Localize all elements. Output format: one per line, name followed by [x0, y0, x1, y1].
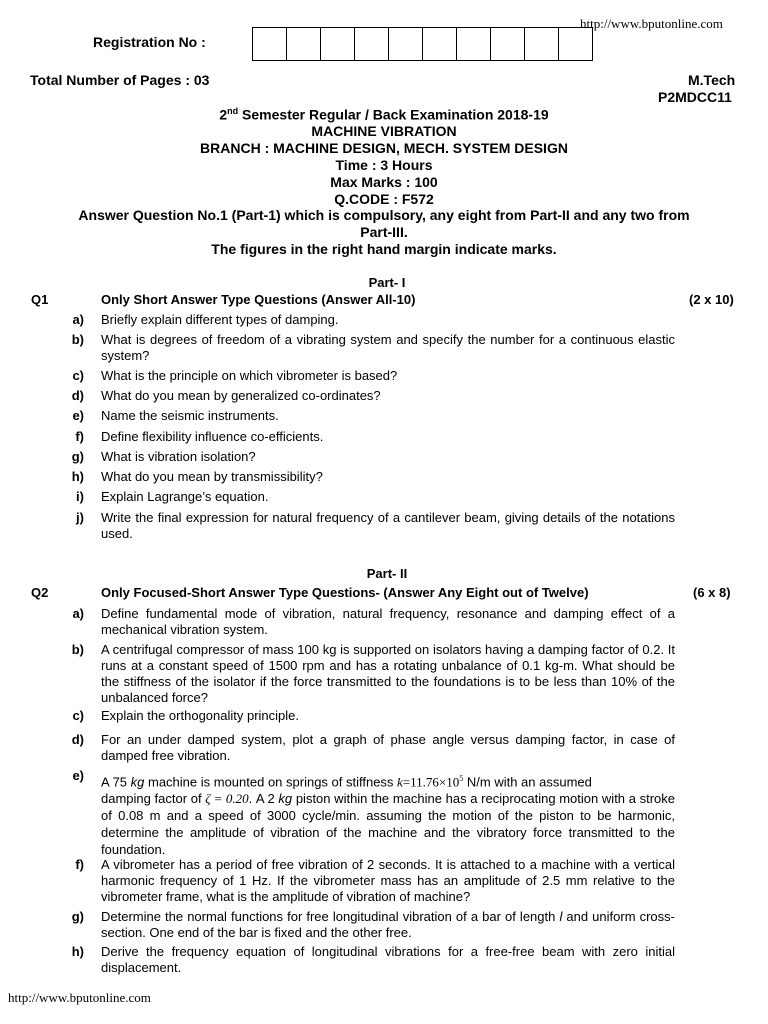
registration-box — [490, 27, 525, 61]
q2-item-label: e) — [72, 768, 84, 783]
q1-item-label: h) — [71, 469, 84, 484]
instruction-line3: The figures in the right hand margin indicate marks. — [211, 241, 557, 257]
registration-box — [422, 27, 457, 61]
stiffness-symbol: k — [397, 774, 403, 790]
q2-marks: (6 x 8) — [693, 585, 731, 600]
registration-box — [320, 27, 355, 61]
registration-boxes — [252, 27, 593, 61]
q1-item-label: e) — [72, 408, 84, 423]
q2-item-label: f) — [75, 857, 84, 872]
q1-item-label: b) — [71, 332, 84, 347]
instruction-line2: Part-III. — [360, 224, 408, 240]
q2-item-label: b) — [71, 642, 84, 657]
registration-box — [354, 27, 389, 61]
semester-sup: nd — [227, 106, 239, 116]
paper-code: P2MDCC11 — [658, 89, 732, 105]
q1-item-text: Name the seismic instruments. — [101, 408, 279, 423]
q1-number: Q1 — [31, 292, 49, 307]
q2-item-text: Define fundamental mode of vibration, natural frequency, resonance and damping effect of a mechanical vibration system. — [101, 606, 675, 637]
q1-item-text: What is the principle on which vibrometer is based? — [101, 368, 398, 383]
registration-box — [286, 27, 321, 61]
q1-item-label: a) — [72, 312, 84, 327]
source-url-bottom[interactable]: http://www.bputonline.com — [8, 990, 151, 1005]
total-pages: Total Number of Pages : 03 — [30, 72, 210, 88]
q1-item-text: What is degrees of freedom of a vibrating system and specify the number for a continuous elastic system? — [101, 332, 675, 363]
q2-item-text: A 75 kg machine is mounted on springs of stiffness $k=11.76\times 10^5$ N/m with an assumed damping factor of ζ = 0.20. A 2 kg piston within the machine has a reciprocating motion with a stroke of 0.08 m and a speed of 3000 cycle/min. assuming the motion of the piston to be harmonic, determine the amplitude of vibration of the machine and the vibratory force transmitted to the foundation. — [101, 774, 675, 858]
q2-item-text: Determine the normal functions for free longitudinal vibration of a bar of length l and uniform cross-section. One end of the bar is fixed and the other free. — [101, 909, 675, 940]
registration-box — [252, 27, 287, 61]
registration-label: Registration No : — [93, 34, 206, 50]
q1-marks: (2 x 10) — [689, 292, 734, 307]
registration-box — [388, 27, 423, 61]
q1-item-label: d) — [71, 388, 84, 403]
degree: M.Tech — [688, 72, 736, 88]
q1-item-text: What do you mean by transmissibility? — [101, 469, 323, 484]
branch: BRANCH : MACHINE DESIGN, MECH. SYSTEM DESIGN — [200, 140, 568, 156]
q2-number: Q2 — [31, 585, 49, 600]
q1-item-text: What do you mean by generalized co-ordinates? — [101, 388, 381, 403]
damping-factor-symbol: ζ = 0.20 — [205, 791, 249, 807]
q1-item-text: Explain Lagrange’s equation. — [101, 489, 269, 504]
q2-item-label: c) — [72, 708, 84, 723]
registration-box — [558, 27, 593, 61]
q2-item-text: Derive the frequency equation of longitudinal vibrations for a free-free beam with zero initial displacement. — [101, 944, 675, 975]
time: Time : 3 Hours — [335, 157, 433, 173]
q1-item-label: i) — [76, 489, 84, 504]
q2-item-label: h) — [71, 944, 84, 959]
q1-item-text: Write the final expression for natural frequency of a cantilever beam, giving details of the notations used. — [101, 510, 675, 541]
q1-item-text: Define flexibility influence co-efficients. — [101, 429, 324, 444]
max-marks: Max Marks : 100 — [330, 174, 438, 190]
q1-item-label: c) — [72, 368, 84, 383]
registration-box — [456, 27, 491, 61]
part2-title: Part- II — [366, 566, 408, 581]
q2-item-text: A centrifugal compressor of mass 100 kg is supported on isolators having a damping factor of 0.2. It runs at a constant speed of 1500 rpm and has a rotating unbalance of 0.1 kg-m. What should be the stiffness of the isolator if the force transmitted to the foundations is to be less than 10% of the unbalanced force? — [101, 642, 675, 705]
part1-title: Part- I — [368, 275, 406, 290]
semester-line — [0, 106, 768, 123]
q2-item-text: For an under damped system, plot a graph of phase angle versus damping factor, in case of damped free vibration. — [101, 732, 675, 763]
q1-item-label: g) — [71, 449, 84, 464]
semester-rest: Semester Regular / Back Examination 2018-19 — [238, 106, 549, 123]
q2-item-label: a) — [72, 606, 84, 621]
q2-item-text: A vibrometer has a period of free vibration of 2 seconds. It is attached to a machine with a vertical harmonic frequency of 1 Hz. If the vibrometer mass has an amplitude of 2.5 mm relative to the vibrometer frame, what is the amplitude of vibration of machine? — [101, 857, 675, 904]
source-url-top[interactable]: http://www.bputonline.com — [580, 16, 723, 31]
q1-item-text: What is vibration isolation? — [101, 449, 256, 464]
q2-item-label: g) — [71, 909, 84, 924]
qcode: Q.CODE : F572 — [334, 191, 434, 207]
instruction-line1: Answer Question No.1 (Part-1) which is compulsory, any eight from Part-II and any two from — [78, 207, 690, 223]
q2-title: Only Focused-Short Answer Type Questions- (Answer Any Eight out of Twelve) — [101, 585, 589, 600]
registration-box — [524, 27, 559, 61]
q1-title: Only Short Answer Type Questions (Answer All-10) — [101, 292, 416, 307]
q2-item-label: d) — [71, 732, 84, 747]
q1-item-label: j) — [76, 510, 84, 525]
q2-item-text: Explain the orthogonality principle. — [101, 708, 300, 723]
subject-title: MACHINE VIBRATION — [311, 123, 457, 139]
semester-num: 2 — [219, 106, 228, 123]
q1-item-label: f) — [75, 429, 84, 444]
q1-item-text: Briefly explain different types of damping. — [101, 312, 339, 327]
